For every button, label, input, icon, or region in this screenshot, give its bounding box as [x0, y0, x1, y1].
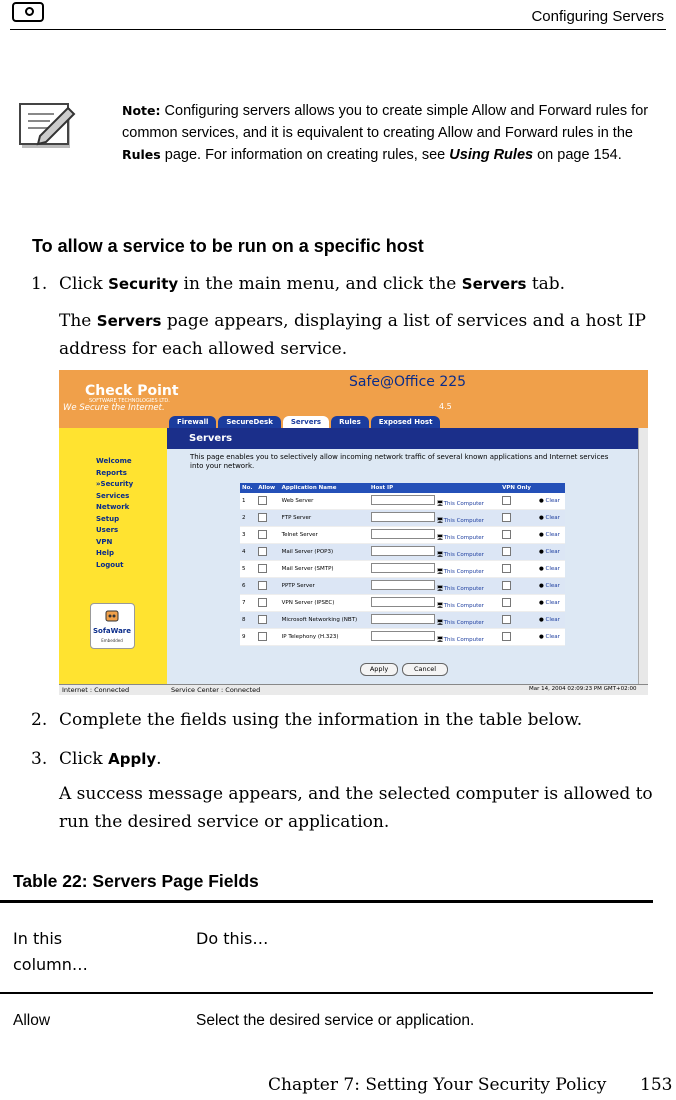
table-row	[240, 578, 565, 595]
vpn-only-checkbox[interactable]	[502, 615, 511, 624]
this-computer-link[interactable]: This Computer	[443, 501, 484, 507]
computer-icon[interactable]: 🖥	[436, 586, 444, 592]
step-2: 2. Complete the fields using the information in the table below.	[31, 710, 583, 730]
vpn-only-checkbox[interactable]	[502, 530, 511, 539]
host-ip-input[interactable]	[371, 597, 435, 607]
table-row	[240, 527, 565, 544]
note-text: Note: Configuring servers allows you to create simple Allow and Forward rules for common services, and it is equivalent to creating Allow and Forward rules in the Rules page. For information on creating rules, see Using Rules on page 154.	[122, 103, 649, 163]
clear-icon[interactable]: ●	[538, 566, 544, 572]
menu-reports[interactable]: Reports	[96, 468, 127, 477]
vpn-only-checkbox[interactable]	[502, 496, 511, 505]
allow-checkbox[interactable]	[258, 513, 267, 522]
using-rules-link[interactable]: Using Rules	[449, 147, 534, 163]
clear-link[interactable]: Clear	[545, 600, 560, 606]
row-number: 5	[240, 561, 256, 578]
scrollbar[interactable]	[638, 428, 648, 684]
vpn-only-checkbox[interactable]	[502, 581, 511, 590]
menu-users[interactable]: Users	[96, 526, 119, 534]
menu-setup[interactable]: Setup	[96, 514, 120, 523]
page-description: This page enables you to selectively allow incoming network traffic of several known applications and Internet services into your network.	[190, 453, 609, 470]
servers-table: No. Allow Application Name Host IP VPN Only 1 Web Server 🖥This Computer ● Clear 2 FTP Server 🖥This Computer ● Clear 3 Telnet Server 🖥This Computer ● Clear 4 Mail Server (POP3) 🖥This Computer ● Clear 5 Mail Server (SMTP) 🖥This Computer ● Clear 6 PPTP Server 🖥This Computer ● Clear 7 VPN Server (IPSEC) 🖥This Computer ● Clear 8 Microsoft Networking (NBT) 🖥This Computer ● Clear 9 IP Telephony (H.323) 🖥This Computer ● Clear	[240, 483, 565, 646]
vpn-only-checkbox[interactable]	[502, 598, 511, 607]
host-ip-input[interactable]	[371, 529, 435, 539]
allow-checkbox[interactable]	[258, 496, 267, 505]
table-row	[240, 493, 565, 510]
running-header: Configuring Servers	[531, 8, 664, 25]
application-name: Microsoft Networking (NBT)	[280, 612, 369, 629]
row-number: 7	[240, 595, 256, 612]
product-name: Safe@Office 225	[349, 374, 467, 390]
clear-link[interactable]: Clear	[545, 532, 560, 538]
clear-link[interactable]: Clear	[545, 549, 560, 555]
step-1-result: The Servers page appears, displaying a list of services and a host IP address for each allowed service.	[59, 311, 646, 359]
table-row	[240, 544, 565, 561]
vpn-only-checkbox[interactable]	[502, 632, 511, 641]
document-icon	[12, 2, 44, 22]
table-header-rule	[0, 992, 653, 994]
this-computer-link[interactable]: This Computer	[443, 603, 484, 609]
row-number: 6	[240, 578, 256, 595]
clear-icon[interactable]: ●	[538, 583, 544, 589]
table-row	[240, 629, 565, 646]
this-computer-link[interactable]: This Computer	[443, 552, 484, 558]
application-name: IP Telephony (H.323)	[280, 629, 369, 646]
table-cell-action: Select the desired service or application.	[196, 1012, 475, 1029]
tab-securedesk[interactable]: SecureDesk	[218, 416, 281, 428]
menu-services[interactable]: Services	[96, 491, 130, 500]
page-title: Servers	[189, 433, 233, 444]
checkpoint-logo: Check Point	[85, 383, 179, 399]
allow-checkbox[interactable]	[258, 615, 267, 624]
table-caption: Table 22: Servers Page Fields	[13, 871, 259, 891]
clear-link[interactable]: Clear	[545, 498, 560, 504]
main-menu	[96, 456, 166, 571]
row-number: 9	[240, 629, 256, 646]
computer-icon[interactable]: 🖥	[436, 535, 444, 541]
clear-link[interactable]: Clear	[545, 515, 560, 521]
this-computer-link[interactable]: This Computer	[443, 637, 484, 643]
table-row	[240, 612, 565, 629]
this-computer-link[interactable]: This Computer	[443, 620, 484, 626]
clear-link[interactable]: Clear	[545, 634, 560, 640]
host-ip-input[interactable]	[371, 631, 435, 641]
clear-icon[interactable]: ●	[538, 617, 544, 623]
computer-icon[interactable]: 🖥	[436, 518, 444, 524]
menu-welcome[interactable]: Welcome	[96, 457, 132, 465]
computer-icon[interactable]: 🖥	[436, 620, 444, 626]
computer-icon[interactable]: 🖥	[436, 603, 444, 609]
this-computer-link[interactable]: This Computer	[443, 586, 484, 592]
clear-icon[interactable]: ●	[538, 634, 544, 640]
application-name: Telnet Server	[280, 527, 369, 544]
table-header-column: In this column…	[13, 929, 88, 974]
application-name: Web Server	[280, 493, 369, 510]
step-1: 1. Click Security in the main menu, and click the Servers tab.	[31, 274, 566, 294]
this-computer-link[interactable]: This Computer	[443, 569, 484, 575]
step-3: 3. Click Apply.	[31, 749, 162, 769]
tab-exposed-host[interactable]: Exposed Host	[371, 416, 441, 428]
servers-page-screenshot: Check Point SOFTWARE TECHNOLOGIES LTD. We Secure the Internet. Safe@Office 225 4.5 Firewall SecureDesk Servers Rules Exposed Host Welcome Reports »Security Services Network Setup Users VPN Help Logout SofaWare Embedded Servers This page enables you to selectively allow incoming network traffic of several known applications and Internet services into your network. No. Allow Application Name Host IP VPN Only 1 Web Server 🖥This Computer ● Clear 2 FTP Server 🖥This Computer ● Clear 3 Telnet Server 🖥This Computer ● Clear 4 Mail Server (POP3) 🖥This Computer ● Clear 5 Mail Server (SMTP) 🖥This Computer ● Clear 6 PPTP Server 🖥This Computer ● Clear 7 VPN Server (IPSEC) 🖥This Computer ● Clear 8 Microsoft Networking (NBT) 🖥This Computer ● Clear 9 IP Telephony (H.323) 🖥This Computer ● Clear Apply Cancel Internet : Connected Service Center : Connected Mar 14, 2004 02:09:23 PM GMT+02:00	[59, 370, 648, 695]
clear-link[interactable]: Clear	[545, 566, 560, 572]
application-name: FTP Server	[280, 510, 369, 527]
this-computer-link[interactable]: This Computer	[443, 535, 484, 541]
note-pencil-icon	[18, 100, 78, 152]
row-number: 3	[240, 527, 256, 544]
computer-icon[interactable]: 🖥	[436, 569, 444, 575]
menu-vpn[interactable]: VPN	[96, 537, 113, 546]
tab-firewall[interactable]: Firewall	[169, 416, 216, 428]
host-ip-input[interactable]	[371, 512, 435, 522]
application-name: Mail Server (SMTP)	[280, 561, 369, 578]
page-number: 153	[640, 1075, 673, 1095]
tab-bar	[169, 416, 440, 428]
allow-checkbox[interactable]	[258, 581, 267, 590]
computer-icon[interactable]: 🖥	[436, 501, 444, 507]
tab-rules[interactable]: Rules	[331, 416, 369, 428]
allow-checkbox[interactable]	[258, 530, 267, 539]
table-cell-column: Allow	[13, 1012, 51, 1029]
robot-icon	[103, 607, 121, 625]
row-number: 2	[240, 510, 256, 527]
host-ip-input[interactable]	[371, 546, 435, 556]
section-heading: To allow a service to be run on a specific host	[32, 236, 424, 256]
application-name: Mail Server (POP3)	[280, 544, 369, 561]
row-number: 8	[240, 612, 256, 629]
vpn-only-checkbox[interactable]	[502, 547, 511, 556]
table-top-rule	[0, 900, 653, 903]
application-name: PPTP Server	[280, 578, 369, 595]
vpn-only-checkbox[interactable]	[502, 513, 511, 522]
clear-icon[interactable]: ●	[538, 498, 544, 504]
menu-logout[interactable]: Logout	[96, 560, 124, 569]
tab-servers[interactable]: Servers	[283, 416, 329, 428]
allow-checkbox[interactable]	[258, 564, 267, 573]
host-ip-input[interactable]	[371, 614, 435, 624]
table-row	[240, 561, 565, 578]
clear-icon[interactable]: ●	[538, 532, 544, 538]
menu-help[interactable]: Help	[96, 549, 115, 557]
row-number: 1	[240, 493, 256, 510]
host-ip-input[interactable]	[371, 495, 435, 505]
table-row	[240, 595, 565, 612]
allow-checkbox[interactable]	[258, 598, 267, 607]
header-rule	[10, 29, 666, 30]
this-computer-link[interactable]: This Computer	[443, 518, 484, 524]
status-bar: Internet : Connected Service Center : Connected Mar 14, 2004 02:09:23 PM GMT+02:00	[59, 684, 648, 695]
cancel-button[interactable]: Cancel	[402, 663, 448, 676]
clear-icon[interactable]: ●	[538, 549, 544, 555]
step-3-result: A success message appears, and the selected computer is allowed to run the desired service or application.	[59, 784, 653, 832]
apply-button[interactable]: Apply	[360, 663, 398, 676]
clear-icon[interactable]: ●	[538, 515, 544, 521]
host-ip-input[interactable]	[371, 563, 435, 573]
footer-chapter: Chapter 7: Setting Your Security Policy	[268, 1075, 607, 1095]
clear-link[interactable]: Clear	[545, 617, 560, 623]
clear-link[interactable]: Clear	[545, 583, 560, 589]
row-number: 4	[240, 544, 256, 561]
allow-checkbox[interactable]	[258, 632, 267, 641]
allow-checkbox[interactable]	[258, 547, 267, 556]
clear-icon[interactable]: ●	[538, 600, 544, 606]
vpn-only-checkbox[interactable]	[502, 564, 511, 573]
menu-network[interactable]: Network	[96, 503, 130, 511]
computer-icon[interactable]: 🖥	[436, 552, 444, 558]
table-header-action: Do this…	[196, 929, 269, 948]
computer-icon[interactable]: 🖥	[436, 637, 444, 643]
table-row	[240, 510, 565, 527]
host-ip-input[interactable]	[371, 580, 435, 590]
application-name: VPN Server (IPSEC)	[280, 595, 369, 612]
menu-security[interactable]: »Security	[96, 480, 134, 488]
